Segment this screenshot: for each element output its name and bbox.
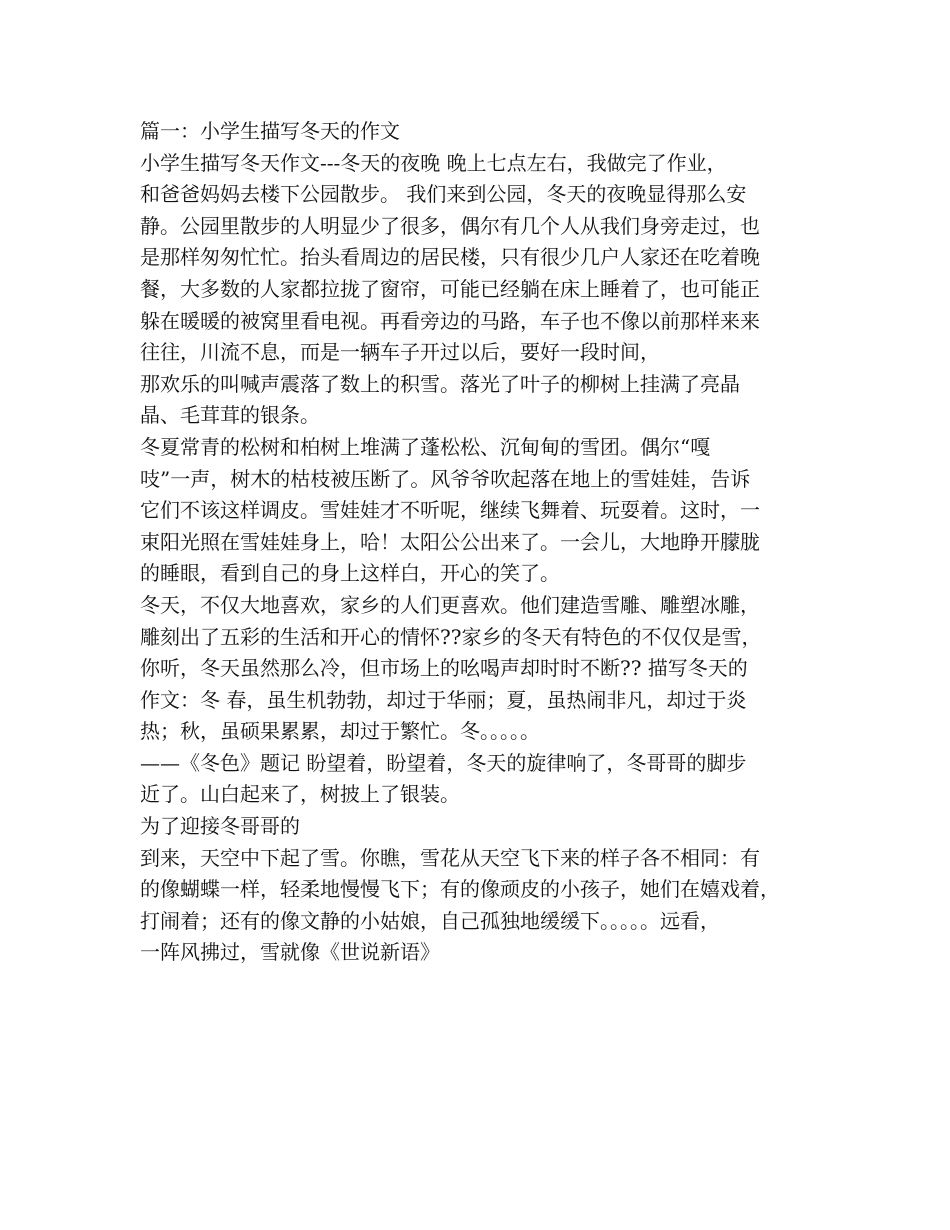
- text-line: 静。公园里散步的人明显少了很多，偶尔有几个人从我们身旁走过，也: [140, 213, 760, 238]
- text-line: 近了。山白起来了，树披上了银装。: [140, 782, 460, 807]
- text-line: ——《冬色》题记 盼望着，盼望着，冬天的旋律响了，冬哥哥的脚步: [140, 750, 747, 775]
- text-line: 的像蝴蝶一样，轻柔地慢慢飞下；有的像顽皮的小孩子，她们在嬉戏着，: [140, 877, 780, 902]
- text-line: 雕刻出了五彩的生活和开心的情怀??家乡的冬天有特色的不仅仅是雪，: [140, 624, 762, 649]
- text-line: 束阳光照在雪娃娃身上，哈！太阳公公出来了。一会儿，大地睁开朦胧: [140, 529, 760, 554]
- text-line: 吱”一声，树木的枯枝被压断了。风爷爷吹起落在地上的雪娃娃，告诉: [140, 466, 751, 491]
- text-line: 打闹着；还有的像文静的小姑娘，自己孤独地缓缓下。。。。。远看，: [140, 908, 720, 933]
- text-line: 是那样匆匆忙忙。抬头看周边的居民楼，只有很少几户人家还在吃着晚: [140, 245, 760, 270]
- text-line: 你听，冬天虽然那么冷，但市场上的吆喝声却时时不断?? 描写冬天的: [140, 656, 748, 681]
- text-line: 它们不该这样调皮。雪娃娃才不听呢，继续飞舞着、玩耍着。这时，一: [140, 498, 760, 523]
- text-line: 和爸爸妈妈去楼下公园散步。 我们来到公园，冬天的夜晚显得那么安: [140, 182, 747, 207]
- text-line: 那欢乐的叫喊声震落了数上的积雪。落光了叶子的柳树上挂满了亮晶: [140, 371, 740, 396]
- text-line: 往往，川流不息，而是一辆车子开过以后，要好一段时间，: [140, 340, 660, 365]
- text-line: 一阵风拂过，雪就像《世说新语》: [140, 940, 440, 965]
- text-line: 为了迎接冬哥哥的: [140, 814, 300, 839]
- text-line: 冬天，不仅大地喜欢，家乡的人们更喜欢。他们建造雪雕、雕塑冰雕，: [140, 592, 760, 617]
- document-body: [140, 116, 820, 969]
- text-line: 冬夏常青的松树和柏树上堆满了蓬松松、沉甸甸的雪团。偶尔“嘎: [140, 434, 711, 459]
- text-line: 躲在暖暖的被窝里看电视。再看旁边的马路，车子也不像以前那样来来: [140, 308, 760, 333]
- text-line: 热；秋，虽硕果累累，却过于繁忙。冬。。。。。: [140, 719, 540, 744]
- text-line: 作文：冬 春，虽生机勃勃，却过于华丽；夏，虽热闹非凡，却过于炎: [140, 687, 747, 712]
- text-line: 小学生描写冬天作文---冬天的夜晚 晚上七点左右，我做完了作业，: [140, 150, 727, 175]
- text-line: 餐，大多数的人家都拉拢了窗帘，可能已经躺在床上睡着了，也可能正: [140, 276, 760, 301]
- text-line: 篇一：小学生描写冬天的作文: [140, 119, 400, 143]
- text-line: 晶、毛茸茸的银条。: [140, 403, 320, 428]
- text-line: 到来，天空中下起了雪。你瞧，雪花从天空飞下来的样子各不相同：有: [140, 845, 760, 870]
- text-line: 的睡眼，看到自己的身上这样白，开心的笑了。: [140, 561, 560, 586]
